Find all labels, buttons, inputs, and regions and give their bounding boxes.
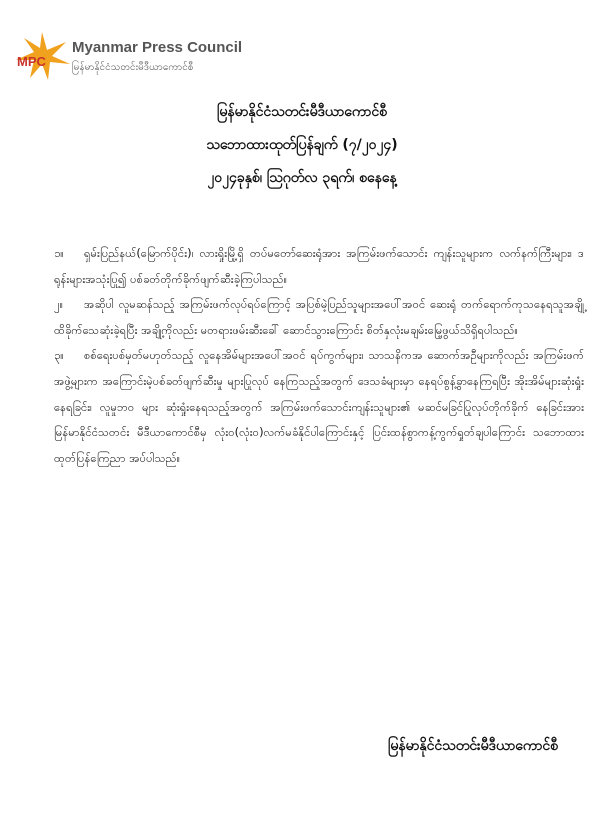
- paragraph-number: ၁။: [54, 246, 64, 260]
- paragraph-2: [54, 292, 584, 343]
- paragraph-number: ၃။: [54, 348, 64, 363]
- paragraph-text: ရှမ်းပြည်နယ်(မြောက်ပိုင်း)၊ လားရှိုးမြို့ရှိ တပ်မတော်ဆေးရုံအား အကြမ်းဖက်သောင်း ကျန်းသူများက လက်နက်ကြီးများ၊ ဒရုန်းများအသုံးပြု၍ ပစ်ခတ်တိုက်ခိုက်ဖျက်ဆီးခဲ့ကြပါသည်။: [54, 246, 584, 286]
- paragraph-3: [54, 343, 584, 471]
- statement-body: [54, 241, 584, 471]
- paragraph-text: စစ်ရေးပစ်မှတ်မဟုတ်သည့် လူနေအိမ်များအပေါ်အဝင် ရပ်ကွက်များ၊ သာသနိကအ ဆောက်အဦများကိုလည်း အကြမ်းဖက်အဖွဲ့များက အကြောင်းမဲ့ပစ်ခတ်ဖျက်ဆီးမှု များပြုလုပ် နေကြသည့်အတွက် ဒေသခံများမှာ နေရပ်စွန့်ခွာနေကြရပြီး အိုးအိမ်များဆုံးရှုံးနေရခြင်း၊ လူမှုဘဝ များ ဆုံးရှုံးနေရသည့်အတွက် အကြမ်းဖက်သောင်းကျန်းသူများ၏ မဆင်မခြင်ပြုလုပ်တိုက်ခိုက် နေခြင်းအား မြန်မာနိုင်ငံသတင်း မီဒီယာကောင်စီမှ လုံး၀(လုံး၀)လက်မခံနိုင်ပါကြောင်းနှင့် ပြင်းထန်စွာကန့်ကွက်ရှုတ်ချပါကြောင်း သဘောထားထုတ်ပြန်ကြေညာ အပ်ပါသည်။: [54, 348, 584, 465]
- statement-date: ၂၀၂၄ခုနှစ်၊ ဩဂုတ်လ ၃ရက်၊ စနေနေ့: [207, 170, 397, 186]
- header-org: မြန်မာနိုင်ငံသတင်းမီဒီယာကောင်စီ: [217, 104, 387, 120]
- paragraph-1: [54, 241, 584, 292]
- signature: မြန်မာနိုင်ငံသတင်းမီဒီယာကောင်စီ: [388, 738, 558, 754]
- logo-name: Myanmar Press Council: [72, 39, 243, 56]
- logo-subtitle: မြန်မာနိုင်ငံသတင်းမီဒီယာကောင်စီ: [72, 62, 194, 73]
- statement-number: သဘောထားထုတ်ပြန်ချက် (၇/၂၀၂၄): [206, 137, 398, 153]
- paragraph-number: ၂။: [54, 297, 64, 312]
- paragraph-text: အဆိုပါ လူမဆန်သည့် အကြမ်းဖက်လုပ်ရပ်ကြောင့် အပြစ်မဲ့ပြည်သူများအပေါ်အဝင် ဆေးရုံ တက်ရောက်ကုသနေရသူအချို့ ထိခိုက်သေဆုံးခဲ့ရပြီး အချို့ကိုလည်း မတရားဖမ်းဆီးခေါ် ဆောင်သွားကြောင်း စိတ်နှလုံးမချမ်းမြေ့ဖွယ်သိရှိရပါသည်။: [54, 297, 584, 337]
- mpc-logo: [14, 30, 243, 82]
- mpc-star-icon: [14, 30, 72, 82]
- logo-abbr: MPC: [17, 54, 46, 69]
